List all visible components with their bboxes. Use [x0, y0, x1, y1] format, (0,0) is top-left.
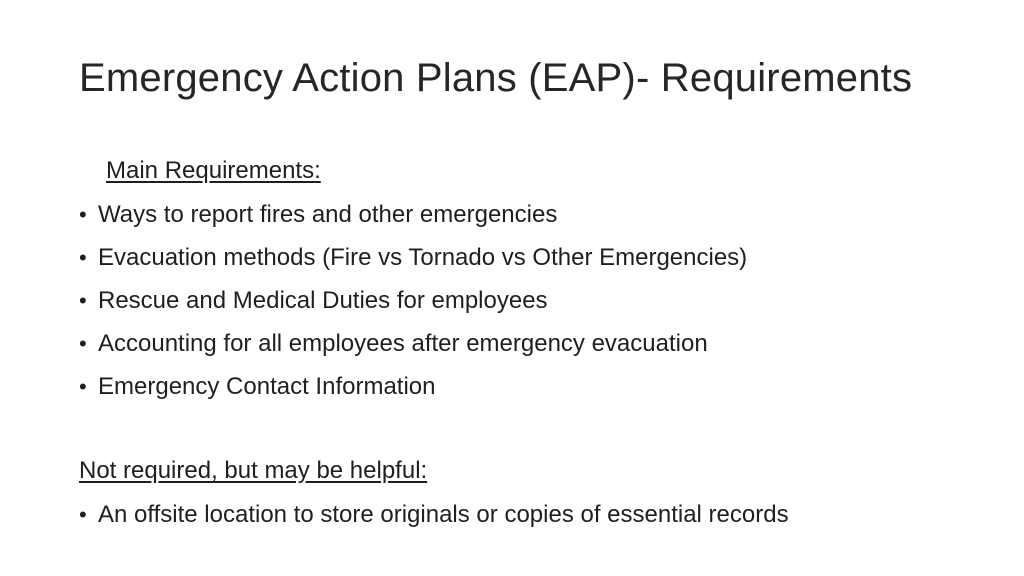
main-requirements-list	[79, 199, 747, 414]
bullet-icon: •	[79, 245, 87, 270]
list-item-text: Rescue and Medical Duties for employees	[98, 287, 548, 314]
bullet-icon: •	[79, 202, 87, 227]
list-item	[79, 242, 747, 285]
bullet-icon: •	[79, 502, 87, 527]
list-item-text: Accounting for all employees after emergency evacuation	[98, 330, 708, 357]
optional-requirements-heading: Not required, but may be helpful:	[79, 457, 428, 484]
bullet-icon: •	[79, 288, 87, 313]
optional-requirements-list	[79, 499, 789, 542]
list-item-text: An offsite location to store originals or copies of essential records	[98, 501, 789, 528]
list-item	[79, 199, 747, 242]
list-item	[79, 285, 747, 328]
list-item	[79, 371, 747, 414]
main-requirements-heading: Main Requirements:	[106, 157, 321, 184]
bullet-icon: •	[79, 374, 87, 399]
list-item	[79, 328, 747, 371]
list-item-text: Emergency Contact Information	[98, 373, 436, 400]
list-item-text: Ways to report fires and other emergencies	[98, 201, 558, 228]
bullet-icon: •	[79, 331, 87, 356]
list-item-text: Evacuation methods (Fire vs Tornado vs Other Emergencies)	[98, 244, 748, 271]
list-item	[79, 499, 789, 542]
slide-title: Emergency Action Plans (EAP)- Requirements	[79, 56, 913, 100]
